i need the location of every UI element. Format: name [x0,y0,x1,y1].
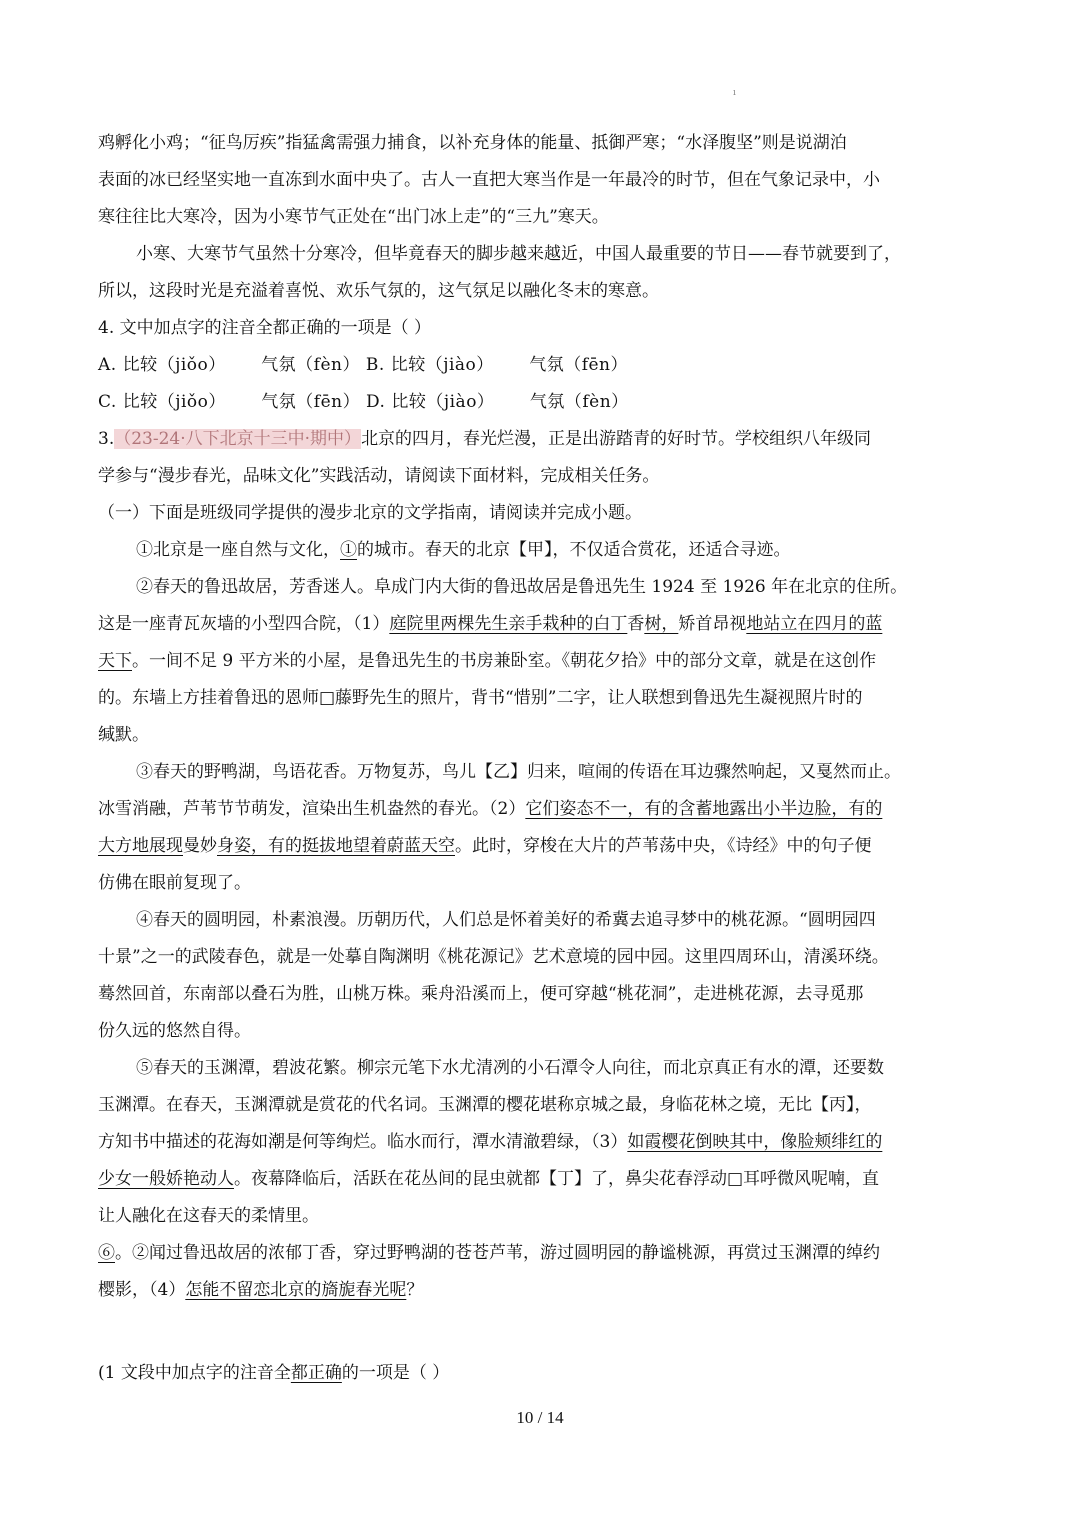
passage-line: 小寒、大寒节气虽然十分寒冷，但毕竟春天的脚步越来越近，中国人最重要的节日——春节就要到了， [136,244,901,264]
paragraph-2-line: 的。东墙上方挂着鲁迅的恩师□藤野先生的照片，背书“惜别”二字，让人联想到鲁迅先生凝视照片时的 [98,688,863,708]
paragraph-6-line: ⑥。②闻过鲁迅故居的浓郁丁香，穿过野鸭湖的苍苍芦苇，游过圆明园的静谧桃源，再赏过玉渊潭的绰约 [98,1243,880,1263]
section-heading: （一）下面是班级同学提供的漫步北京的文学指南，请阅读并完成小题。 [98,503,642,523]
paragraph-3-line: ③春天的野鸭湖，鸟语花香。万物复苏，鸟儿【乙】归来，喧闹的传语在耳边骤然响起，又戛然而止。 [136,762,901,782]
paragraph-6-line: 樱影，（4）怎能不留恋北京的旖旎春光呢？ [98,1280,424,1300]
page-number: 10 / 14 [516,1408,564,1427]
underlined-sentence-1: 庭院里两棵先生亲手栽种的白丁 [389,614,628,634]
paragraph-2-line: 缄默。 [98,725,149,745]
paragraph-4-line: 十景”之一的武陵春色，就是一处摹自陶渊明《桃花源记》艺术意境的园中园。这里四周环山，清溪环绕。 [98,947,889,967]
question-3-intro [98,421,986,458]
question-4-options-ab: A. 比较（jiǒo） 气氛（fèn） B. 比较（jiào） 气氛（fēn） [98,355,628,375]
paragraph-3-line: 大方地展现曼妙身姿，有的挺拔地望着蔚蓝天空。此时，穿梭在大片的芦苇荡中央，《诗经》中的句子便 [98,836,872,856]
passage-line: 所以，这段时光是充溢着喜悦、欢乐气氛的，这气氛足以融化冬末的寒意。 [98,281,659,301]
paragraph-1: ①北京是一座自然与文化，①的城市。春天的北京【甲】，不仅适合赏花，还适合寻迹。 [136,540,791,560]
question-4-options-cd: C. 比较（jiǒo） 气氛（fēn） D. 比较（jiào） 气氛（fèn） [98,392,629,412]
header-mark: ı [733,88,736,98]
question-3-intro-cont: 学参与“漫步春光，品味文化”实践活动，请阅读下面材料，完成相关任务。 [98,466,660,486]
sub-question-1: (1 文段中加点字的注音全都正确的一项是（ ） [98,1363,450,1383]
spacer [98,1309,986,1355]
blank-1: ① [340,540,357,560]
paragraph-2-line: 天下。一间不足 9 平方米的小屋，是鲁迅先生的书房兼卧室。《朝花夕拾》中的部分文章，就是在这创作 [98,651,877,671]
paragraph-5-line: 玉渊潭。在春天，玉渊潭就是赏花的代名词。玉渊潭的樱花堪称京城之最，身临花林之境，无比【丙】， [98,1095,872,1115]
question-3-number: 3. [98,429,115,449]
question-4-stem: 4. 文中加点字的注音全都正确的一项是（ ） [98,318,432,338]
paragraph-4-line: 蓦然回首，东南部以叠石为胜，山桃万株。乘舟沿溪而上，便可穿越“桃花洞”，走进桃花源，去寻觅那 [98,984,864,1004]
underlined-sentence-3: 如霞樱花倒映其中，像脸颊绯红的 [627,1132,883,1152]
blank-6: ⑥ [98,1243,115,1263]
paragraph-5-line: 少女一般娇艳动人。夜幕降临后，活跃在花丛间的昆虫就都【丁】了，鼻尖花春浮动□耳呼微风呢喃，直 [98,1169,880,1189]
paragraph-5-line: 让人融化在这春天的柔情里。 [98,1206,319,1226]
paragraph-5-line: ⑤春天的玉渊潭，碧波花繁。柳宗元笔下水尤清冽的小石潭令人向往，而北京真正有水的潭，还要数 [136,1058,884,1078]
passage-line: 寒往往比大寒冷，因为小寒节气正处在“出门冰上走”的“三九”寒天。 [98,207,609,227]
paragraph-2-line: 这是一座青瓦灰墙的小型四合院，（1）庭院里两棵先生亲手栽种的白丁香树，矫首昂视地站立在四月的蓝 [98,614,883,634]
intro-text: 北京的四月，春光烂漫，正是出游踏青的好时节。学校组织八年级同 [361,429,872,449]
page-body [98,125,986,1392]
passage-line: 鸡孵化小鸡；“征鸟厉疾”指猛禽需强力捕食，以补充身体的能量、抵御严寒；“水泽腹坚”则是说湖泊 [98,133,847,153]
paragraph-3-line: 仿佛在眼前复现了。 [98,873,251,893]
passage-line: 表面的冰已经坚实地一直冻到水面中央了。古人一直把大寒当作是一年最冷的时节，但在气象记录中，小 [98,170,880,190]
paragraph-4-line: 份久远的悠然自得。 [98,1021,251,1041]
underlined-sentence-4: 怎能不留恋北京的旖旎春光呢 [185,1280,407,1300]
paragraph-2-line: ②春天的鲁迅故居，芳香迷人。阜成门内大街的鲁迅故居是鲁迅先生 1924 至 1926 年在北京的住所。 [136,577,908,597]
source-tag: （23-24·八下北京十三中·期中） [114,429,362,449]
underlined-sentence-2: 它们姿态不一，有的含蓄地露出小半边脸，有的 [525,799,883,819]
paragraph-5-line: 方知书中描述的花海如潮是何等绚烂。临水而行，潭水清澈碧绿，（3）如霞樱花倒映其中，像脸颊绯红的 [98,1132,883,1152]
paragraph-3-line: 冰雪消融，芦苇节节萌发，渲染出生机盎然的春光。（2）它们姿态不一，有的含蓄地露出小半边脸，有的 [98,799,883,819]
paragraph-4-line: ④春天的圆明园，朴素浪漫。历朝历代，人们总是怀着美好的希冀去追寻梦中的桃花源。“圆明园四 [136,910,876,930]
